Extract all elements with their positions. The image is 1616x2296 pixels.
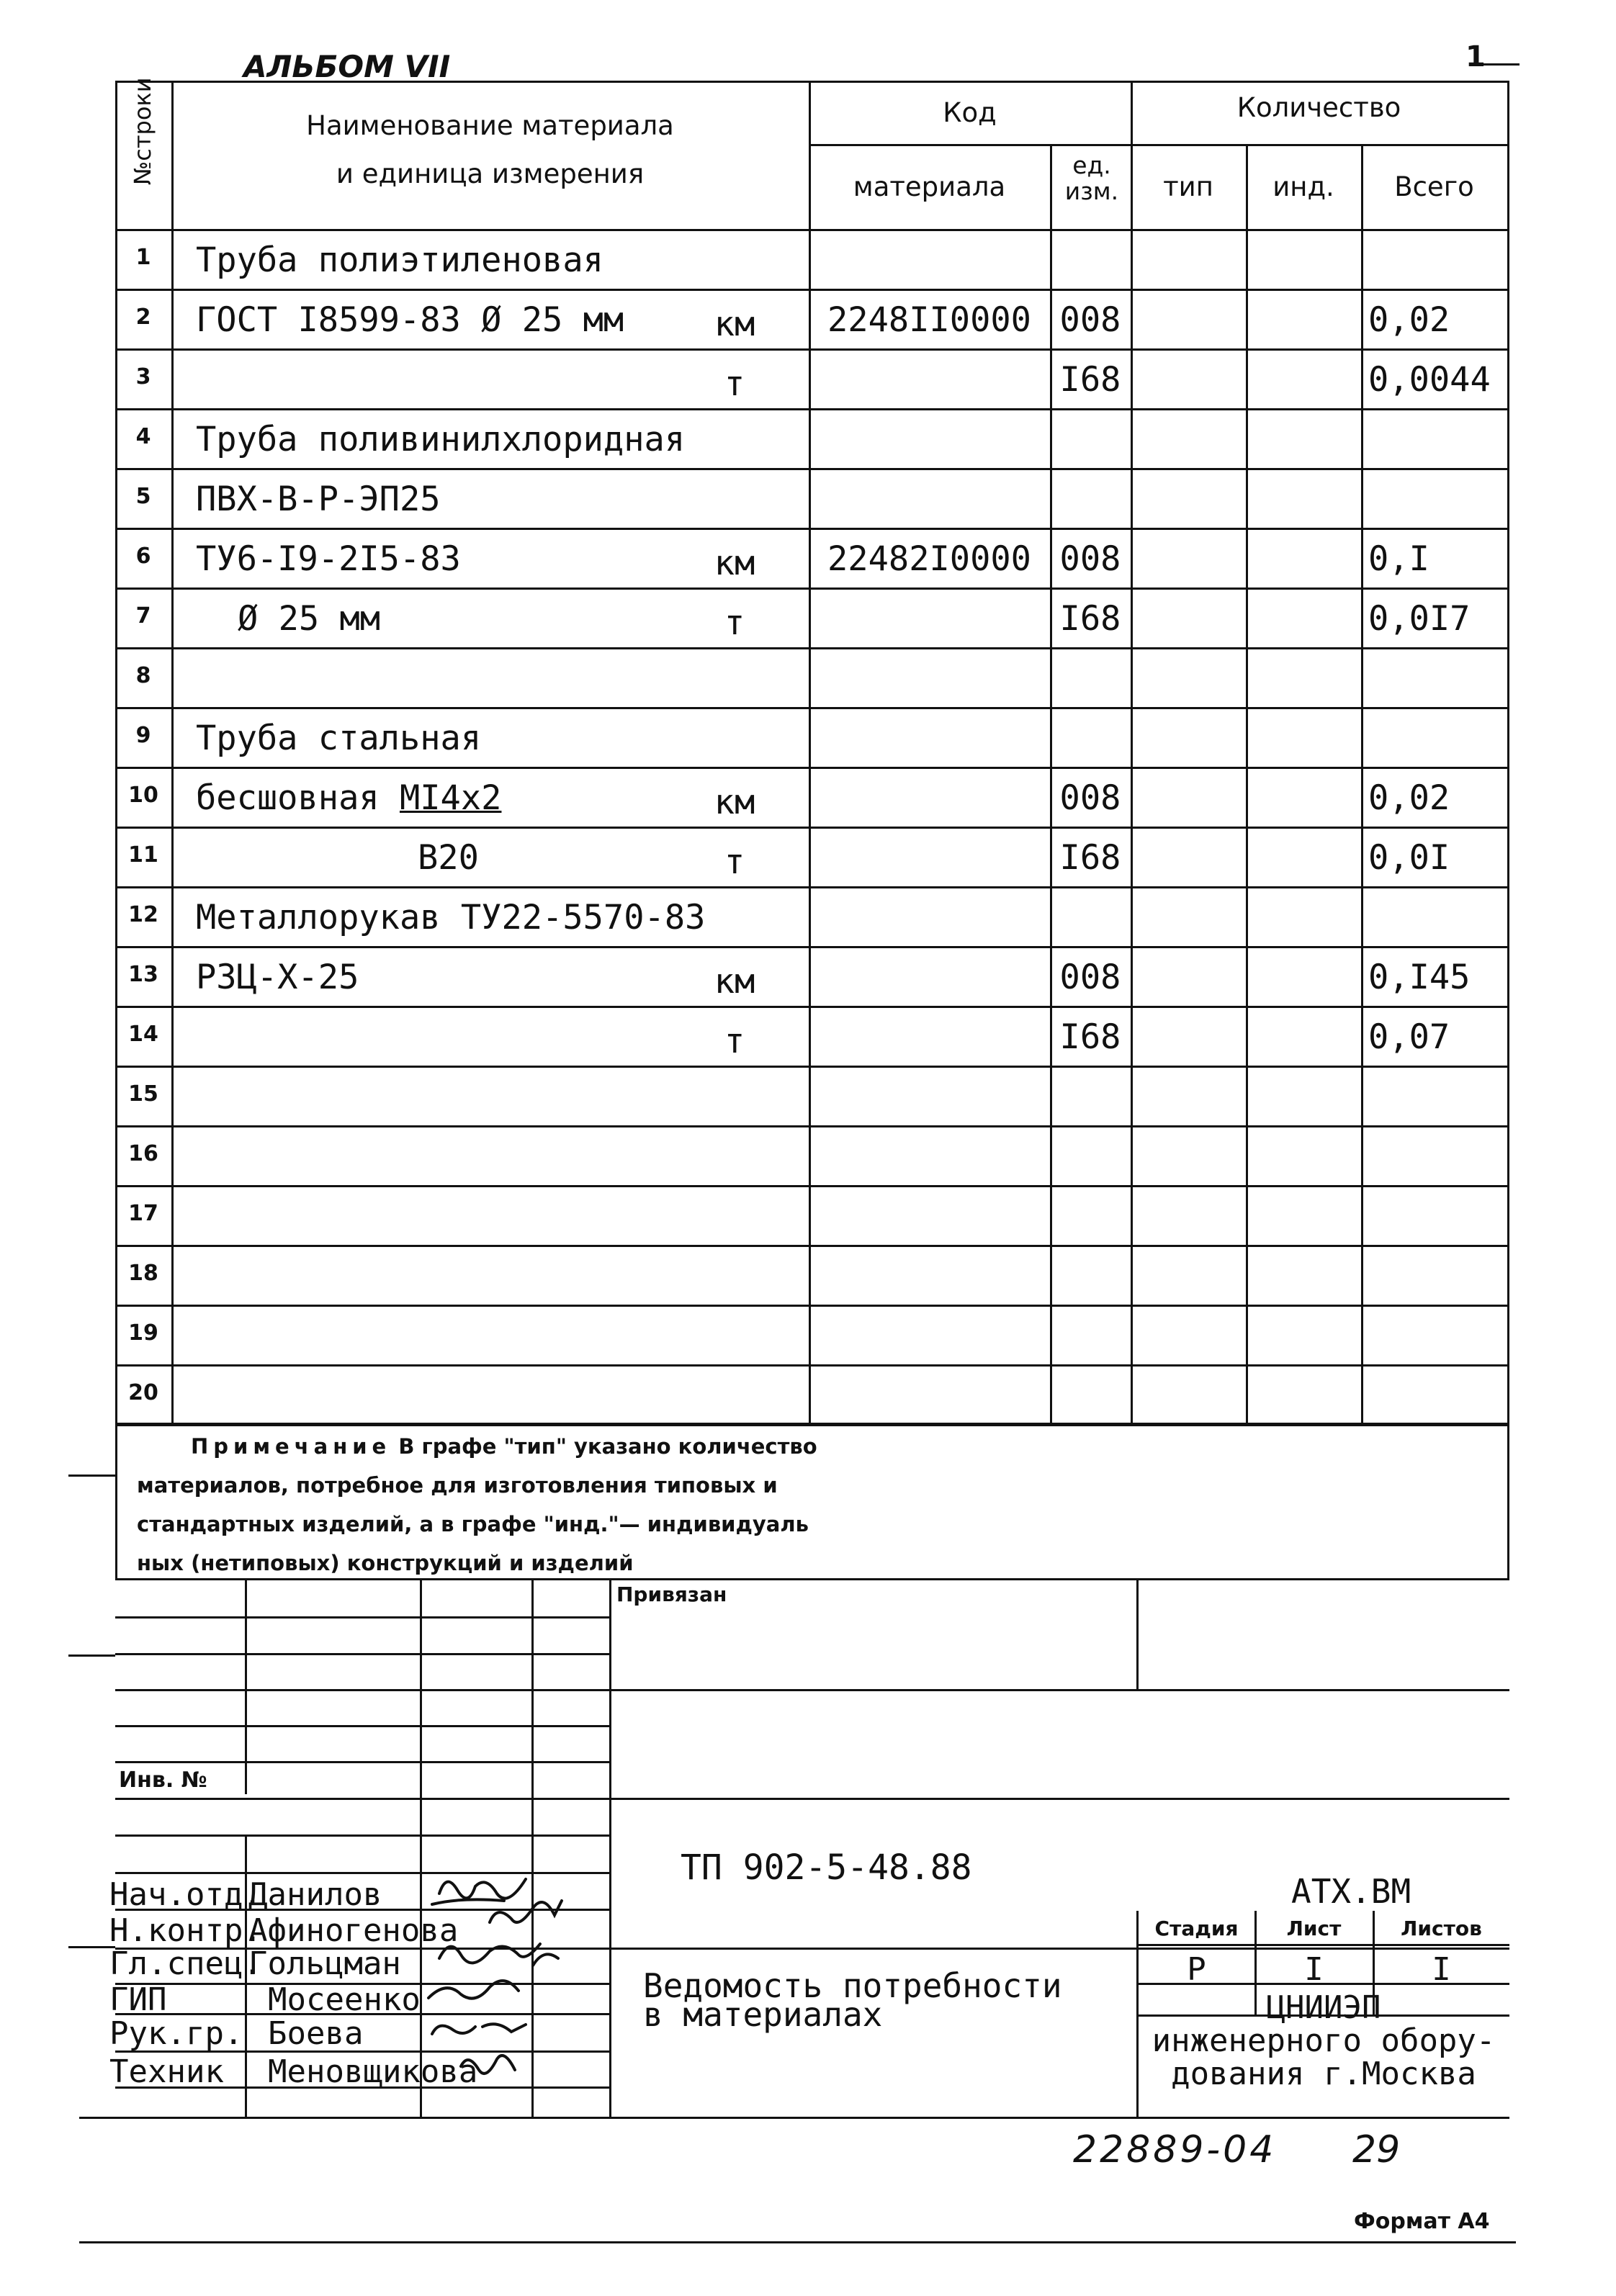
- row-number: 9: [135, 723, 151, 748]
- row-divider: [115, 767, 1509, 769]
- signer-name-6: Меновщикова: [268, 2053, 478, 2090]
- material-name: Труба поливинилхлоридная: [196, 420, 686, 459]
- paper-format: Формат А4: [1354, 2209, 1490, 2234]
- unit-code: 008: [1059, 778, 1121, 818]
- organization-line2: инженерного обору-: [1152, 2022, 1496, 2059]
- row-number: 10: [128, 783, 158, 808]
- unit-code: I68: [1059, 599, 1121, 639]
- signer-name-1: Данилов: [248, 1876, 382, 1913]
- note-line2: материалов, потребное для изготовления типовых и: [137, 1473, 778, 1498]
- row-number: 7: [135, 603, 151, 629]
- unit: км: [714, 544, 755, 583]
- row-divider: [115, 587, 1509, 590]
- header-name-line1: Наименование материала: [306, 110, 674, 141]
- row-divider: [115, 707, 1509, 709]
- row-number: 15: [128, 1081, 158, 1107]
- signer-name-5: Боева: [268, 2015, 364, 2052]
- unit-code: I68: [1059, 360, 1121, 400]
- quantity-total: 0,0I: [1368, 838, 1450, 878]
- material-name: Ø 25 мм: [238, 599, 381, 639]
- signer-role-6: Техник: [109, 2053, 224, 2090]
- row-divider: [115, 408, 1509, 410]
- row-number: 14: [128, 1022, 158, 1047]
- document-title-line2: в материалах: [643, 1995, 883, 2034]
- sheets-label: Листов: [1401, 1917, 1482, 1940]
- page-number: 29: [1352, 2128, 1401, 2171]
- header-code-unit: ед. изм.: [1064, 151, 1119, 205]
- header-quantity: Количество: [1236, 92, 1401, 123]
- unit: км: [714, 962, 755, 1001]
- quantity-total: 0,I45: [1368, 958, 1471, 997]
- stage-value: Р: [1187, 1951, 1206, 1988]
- signer-name-2: Афиногенова: [248, 1912, 459, 1949]
- note-top-line: [115, 1423, 1509, 1425]
- signer-role-1: Нач.отд.: [109, 1876, 262, 1913]
- signer-role-4: ГИП: [109, 1981, 167, 2018]
- quantity-total: 0,02: [1368, 778, 1450, 818]
- material-name: бесшовная МI4х2: [196, 778, 502, 818]
- document-code: ТП 902-5-48.88: [681, 1847, 972, 1888]
- stamp-bottom-line: [79, 2117, 1509, 2119]
- bottom-rule: [79, 2241, 1516, 2243]
- inventory-number-label: Инв. №: [119, 1768, 207, 1793]
- row-divider: [115, 946, 1509, 948]
- row-divider: [115, 348, 1509, 351]
- organization: [1139, 1991, 1508, 2091]
- header-row-number: №строки: [129, 77, 156, 185]
- sheet-label: Лист: [1286, 1917, 1342, 1940]
- row-number: 11: [128, 842, 158, 868]
- stage-label: Стадия: [1154, 1917, 1239, 1940]
- unit: т: [724, 364, 745, 404]
- row-number: 2: [135, 305, 151, 330]
- note-line3: стандартных изделий, а в графе "инд."— индивидуаль: [137, 1512, 809, 1536]
- row-divider: [115, 468, 1509, 470]
- row-number: 19: [128, 1320, 158, 1346]
- unit-code: 008: [1059, 958, 1121, 997]
- quantity-total: 0,0044: [1368, 360, 1491, 400]
- unit: т: [724, 842, 745, 882]
- organization-line3: дования г.Москва: [1171, 2056, 1476, 2092]
- note-line4: ных (нетиповых) конструкций и изделий: [137, 1551, 634, 1575]
- row-divider: [115, 1006, 1509, 1008]
- header-q-type: тип: [1163, 171, 1213, 202]
- signer-name-3: Гольцман: [248, 1945, 401, 1982]
- unit-code: I68: [1059, 1017, 1121, 1057]
- row-number: 20: [128, 1380, 158, 1405]
- note-text: [137, 1427, 1491, 1583]
- quantity-total: 0,I: [1368, 539, 1429, 579]
- row-number: 13: [128, 962, 158, 987]
- unit-code: I68: [1059, 838, 1121, 878]
- quantity-total: 0,02: [1368, 300, 1450, 340]
- header-code: Код: [943, 97, 997, 128]
- material-name: ПВХ-В-Р-ЭП25: [196, 480, 441, 519]
- material-name: Труба стальная: [196, 719, 482, 758]
- row-number: 17: [128, 1201, 158, 1226]
- row-number: 5: [135, 484, 151, 509]
- signer-name-4: Мосеенко: [268, 1981, 421, 2018]
- row-number: 1: [135, 245, 151, 270]
- signer-role-5: Рук.гр.: [109, 2015, 243, 2052]
- header-q-total: Всего: [1394, 171, 1474, 202]
- organization-line1: ЦНИИЭП: [1266, 1989, 1381, 2026]
- material-name: Труба полиэтиленовая: [196, 240, 603, 280]
- sheets-value: I: [1432, 1951, 1451, 1988]
- row-divider: [115, 886, 1509, 888]
- sheet-value: I: [1304, 1951, 1324, 1988]
- row-divider: [115, 827, 1509, 829]
- row-divider: [115, 528, 1509, 530]
- section-code: АТХ.ВМ: [1291, 1872, 1411, 1911]
- document-title-line1: Ведомость потребности: [643, 1966, 1062, 2005]
- row-number: 8: [135, 663, 151, 688]
- material-name: ТУ6-I9-2I5-83: [196, 539, 461, 579]
- quantity-total: 0,07: [1368, 1017, 1450, 1057]
- material-name: ГОСТ I8599-83 Ø 25 мм: [196, 300, 624, 340]
- material-code: 22482I0000: [827, 539, 1031, 579]
- document-title: [643, 1966, 1062, 2034]
- unit: т: [724, 603, 745, 643]
- row-divider: [115, 1185, 1509, 1187]
- unit-code: 008: [1059, 539, 1121, 579]
- material-name: Металлорукав ТУ22-5570-83: [196, 898, 706, 937]
- row-number: 4: [135, 424, 151, 449]
- row-number: 6: [135, 544, 151, 569]
- row-number: 3: [135, 364, 151, 390]
- unit: км: [714, 305, 755, 344]
- material-name: РЗЦ-Х-25: [196, 958, 359, 997]
- quantity-total: 0,0I7: [1368, 599, 1471, 639]
- privyazan-label: Привязан: [616, 1583, 727, 1606]
- header-q-ind: инд.: [1272, 171, 1334, 202]
- signer-role-3: Гл.спец.: [109, 1945, 262, 1982]
- note-line1: В графе "тип" указано количество: [398, 1434, 817, 1459]
- row-number: 16: [128, 1141, 158, 1166]
- row-number: 18: [128, 1261, 158, 1286]
- note-label: Примечание: [191, 1434, 392, 1459]
- album-label: АЛЬБОМ VII: [243, 49, 451, 84]
- unit: т: [724, 1022, 745, 1061]
- material-name: В20: [418, 838, 479, 878]
- row-divider: [115, 1364, 1509, 1367]
- corner-mark: 1: [1465, 40, 1486, 73]
- row-divider: [115, 1066, 1509, 1068]
- unit: км: [714, 783, 755, 822]
- header-code-material: материала: [853, 171, 1006, 202]
- top-corner-line: [1476, 63, 1520, 66]
- archive-number: 22889-04: [1073, 2128, 1277, 2171]
- row-number: 12: [128, 902, 158, 927]
- row-divider: [115, 1125, 1509, 1127]
- signature-scribbles: [418, 1865, 591, 2102]
- signer-role-2: Н.контр.: [109, 1912, 262, 1949]
- row-divider: [115, 289, 1509, 291]
- unit-code: 008: [1059, 300, 1121, 340]
- material-code: 2248II0000: [827, 300, 1031, 340]
- header-name-line2: и единица измерения: [336, 158, 645, 189]
- row-divider: [115, 647, 1509, 649]
- row-divider: [115, 1305, 1509, 1307]
- row-divider: [115, 1245, 1509, 1247]
